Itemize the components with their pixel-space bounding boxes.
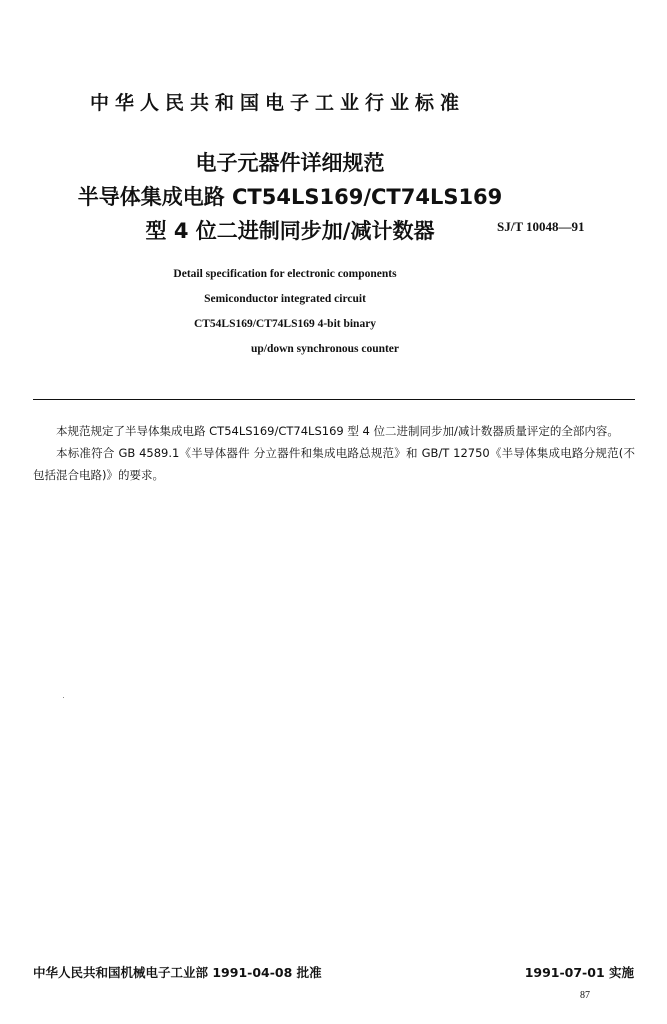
english-title-block (60, 262, 510, 362)
page-number: 87 (580, 990, 590, 1001)
horizontal-rule (33, 399, 635, 400)
title-line-1: 电子元器件详细规范 (195, 151, 385, 175)
english-title-line-4: up/down synchronous counter (250, 343, 400, 355)
english-title-line-3: CT54LS169/CT74LS169 4-bit binary (193, 318, 377, 330)
title-line-2: 半导体集成电路 CT54LS169/CT74LS169 (77, 185, 503, 209)
title-line-3: 型 4 位二进制同步加/减计数器 (145, 219, 435, 243)
issuing-authority-header: 中华人民共和国电子工业行业标准 (90, 92, 466, 114)
body-text (33, 420, 635, 486)
scope-paragraph: 本规范规定了半导体集成电路 CT54LS169/CT74LS169 型 4 位二进制同步加/减计数器质量评定的全部内容。 (56, 424, 619, 438)
approval-statement: 中华人民共和国机械电子工业部 1991-04-08 批准 (33, 965, 322, 980)
english-title-line-2: Semiconductor integrated circuit (204, 293, 366, 305)
effective-date: 1991-07-01 实施 (524, 965, 634, 980)
scan-speck (63, 697, 64, 698)
chinese-title-block (0, 146, 580, 248)
conformance-paragraph: 本标准符合 GB 4589.1《半导体器件 分立器件和集成电路总规范》和 GB/T 12750《半导体集成电路分规范(不包括混合电路)》的要求。 (33, 446, 635, 482)
english-title-line-1: Detail specification for electronic components (173, 268, 397, 280)
standard-number: SJ/T 10048—91 (497, 219, 585, 234)
